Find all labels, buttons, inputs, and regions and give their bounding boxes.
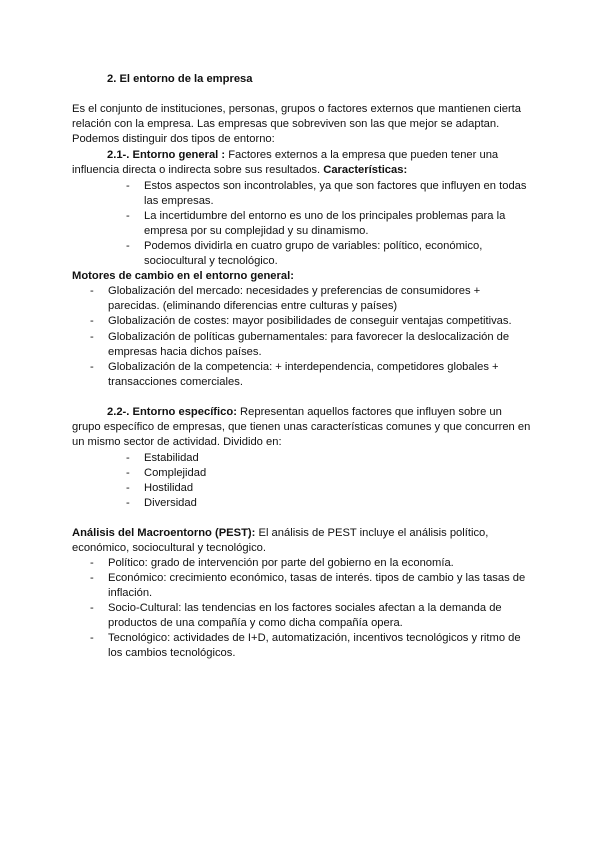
bullet-dash: - <box>90 557 94 569</box>
bullet-dash: - <box>126 482 130 494</box>
intro-line: relación con la empresa. Las empresas que sobreviven son las que mejor se adaptan. <box>72 118 500 130</box>
caracteristicas-label: Características: <box>323 164 408 176</box>
motores-bullet-line: parecidas. (eliminando diferencias entre culturas y países) <box>108 300 398 312</box>
especifico-paragraph-line: grupo específico de empresas, que tienen unas características comunes y que concurren en <box>72 421 531 433</box>
bullet-dash: - <box>90 361 94 373</box>
motores-bullet-line: Globalización de costes: mayor posibilidades de conseguir ventajas competitivas. <box>108 315 512 327</box>
motores-bullet-line: Globalización de políticas gubernamentales: para favorecer la deslocalización de <box>108 331 510 343</box>
bullet-dash: - <box>126 240 130 252</box>
section-title: 2. El entorno de la empresa <box>107 73 253 85</box>
general-bullet-line: Podemos dividirla en cuatro grupo de variables: político, económico, <box>144 240 483 252</box>
motores-bullet-line: transacciones comerciales. <box>108 376 243 388</box>
pest-heading: Análisis del Macroentorno (PEST): <box>72 527 256 539</box>
bullet-dash: - <box>90 331 94 343</box>
especifico-bullet: Estabilidad <box>144 452 199 464</box>
general-paragraph-line <box>107 148 498 163</box>
bullet-dash: - <box>90 602 94 614</box>
pest-bullet-line: Económico: crecimiento económico, tasas de interés. tipos de cambio y las tasas de <box>108 572 526 584</box>
general-bullet-line: Estos aspectos son incontrolables, ya que son factores que influyen en todas <box>144 180 527 192</box>
especifico-bullet: Complejidad <box>144 467 207 479</box>
pest-bullet-line: productos de una compañía y como dicha compañía opera. <box>108 617 403 629</box>
bullet-dash: - <box>126 497 130 509</box>
motores-bullet-line: empresas hacia dichos países. <box>108 346 262 358</box>
motores-heading: Motores de cambio en el entorno general: <box>72 270 294 282</box>
general-bullet-line: empresa por su complejidad y su dinamismo. <box>144 225 369 237</box>
intro-line: Podemos distinguir dos tipos de entorno: <box>72 133 275 145</box>
motores-bullet-line: Globalización de la competencia: + interdependencia, competidores globales + <box>108 361 499 373</box>
especifico-bullet: Diversidad <box>144 497 197 509</box>
pest-bullet-line: Tecnológico: actividades de I+D, automatización, incentivos tecnológicos y ritmo de <box>108 632 521 644</box>
bullet-dash: - <box>90 285 94 297</box>
pest-paragraph-line: económico, sociocultural y tecnológico. <box>72 542 267 554</box>
general-text: Factores externos a la empresa que pueden tener una <box>225 149 499 161</box>
pest-text: El análisis de PEST incluye el análisis político, <box>255 527 489 539</box>
general-bullet-line: las empresas. <box>144 195 214 207</box>
pest-bullet-line: los cambios tecnológicos. <box>108 647 236 659</box>
bullet-dash: - <box>126 210 130 222</box>
intro-line: Es el conjunto de instituciones, personas, grupos o factores externos que mantienen cierta <box>72 103 522 115</box>
especifico-paragraph-line <box>107 405 502 420</box>
general-bullet-line: sociocultural y tecnológico. <box>144 255 278 267</box>
general-text: influencia directa o indirecta sobre sus resultados. <box>72 164 324 176</box>
pest-bullet-line: Político: grado de intervención por parte del gobierno en la economía. <box>108 557 454 569</box>
pest-paragraph-line <box>72 526 488 541</box>
general-heading: 2.1-. Entorno general : <box>107 149 226 161</box>
especifico-bullet: Hostilidad <box>144 482 194 494</box>
general-paragraph-line <box>72 163 407 178</box>
especifico-text: Representan aquellos factores que influyen sobre un <box>236 406 502 418</box>
bullet-dash: - <box>126 452 130 464</box>
bullet-dash: - <box>90 632 94 644</box>
general-bullet-line: La incertidumbre del entorno es uno de los principales problemas para la <box>144 210 506 222</box>
motores-bullet-line: Globalización del mercado: necesidades y preferencias de consumidores + <box>108 285 481 297</box>
bullet-dash: - <box>126 180 130 192</box>
especifico-heading: 2.2-. Entorno específico: <box>107 406 237 418</box>
bullet-dash: - <box>90 572 94 584</box>
bullet-dash: - <box>90 315 94 327</box>
especifico-paragraph-line: un mismo sector de actividad. Dividido en: <box>72 436 282 448</box>
bullet-dash: - <box>126 467 130 479</box>
pest-bullet-line: inflación. <box>108 587 153 599</box>
pest-bullet-line: Socio-Cultural: las tendencias en los factores sociales afectan a la demanda de <box>108 602 502 614</box>
